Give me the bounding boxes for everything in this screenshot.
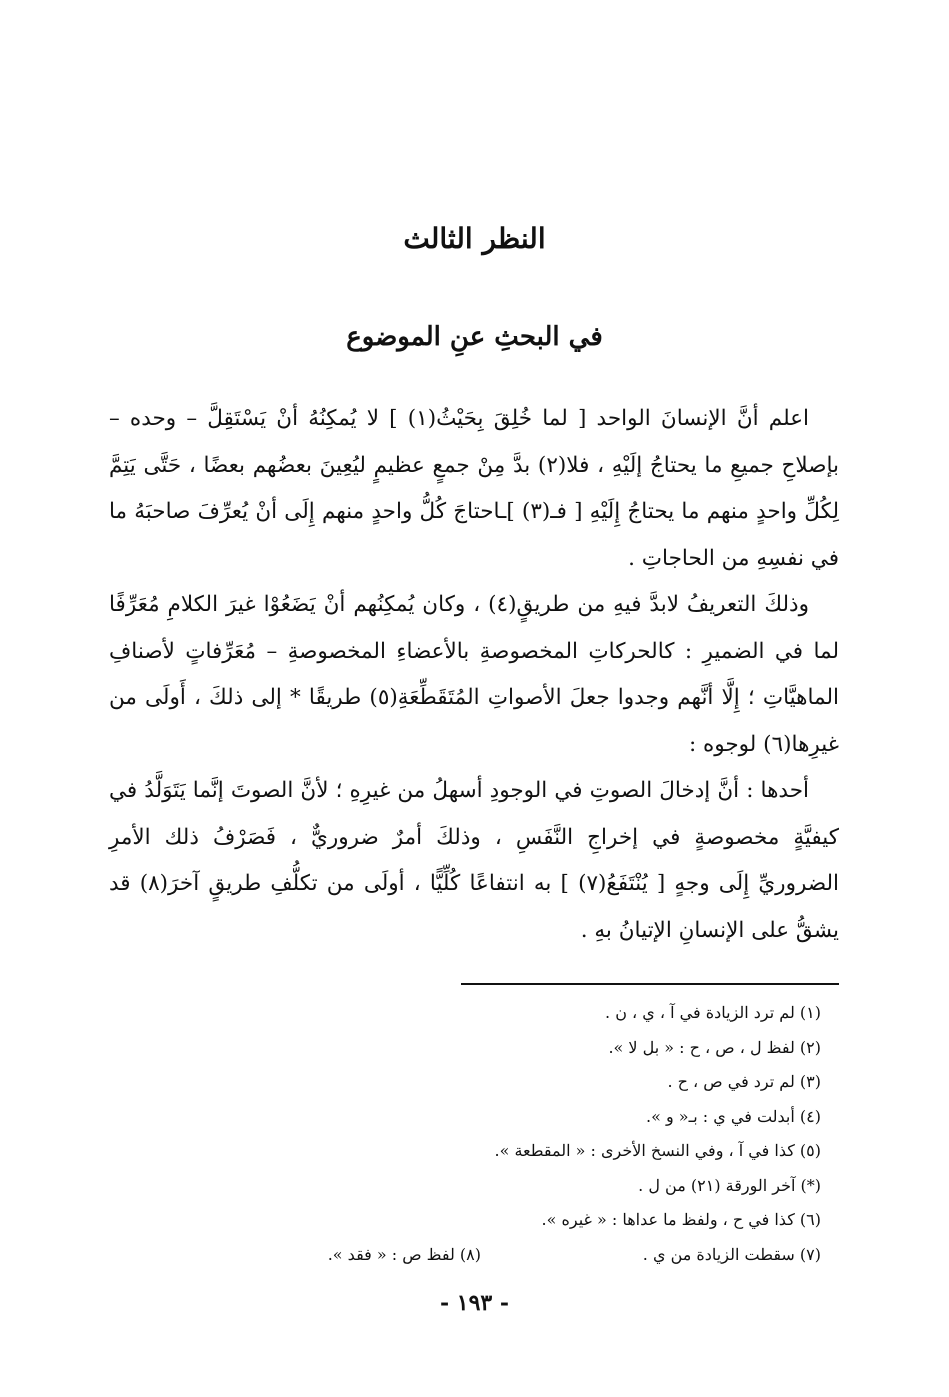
footnote: (٧) سقطت الزيادة من ي . (642, 1244, 821, 1264)
page-title: النظر الثالث (403, 222, 546, 255)
footnote: (*) آخر الورقة (٢١) من ل . (638, 1175, 821, 1195)
footnote: (٤) أبدلت في ي : بـ« و ». (646, 1106, 821, 1126)
footnote: (٨) لفظ ص : « فقد ». (327, 1244, 481, 1264)
footnote: (٥) كذا في آ ، وفي النسخ الأخرى : « المقطعة ». (494, 1141, 821, 1160)
paragraph-2: وذلكَ التعريفُ لابدَّ فيهِ من طريقٍ(٤) ، وكان يُمكِنُهم أنْ يَضَعُوْا غيرَ الكلامِ مُعَرِّفًا لما في الضميرِ : كالحركاتِ المخصوصةِ بالأعضاءِ المخصوصةِ – مُعَرِّفاتٍ لأصنافِ الماهيَّاتِ ؛ إِلَّا أنَّهم وجدوا جعلَ الأصواتِ المُتَقَطِّعَةِ(٥) طريقًا * إلى ذلكَ ، أَولَى من غيرِها(٦) لوجوه : (109, 592, 839, 757)
footnote: (١) لم ترد الزيادة في آ ، ي ، ن . (605, 1003, 821, 1022)
footnotes (109, 996, 821, 1272)
page-number: - ١٩٣ - (439, 1290, 510, 1316)
footnote-pair (109, 1238, 821, 1273)
paragraph-3: أحدها : أنَّ إدخالَ الصوتِ في الوجودِ أسهلُ من غيرِهِ ؛ لأنَّ الصوتَ إنَّما يَتَوَلَّدُ في كيفيَّةٍ مخصوصةٍ في إخراجِ النَّفَسِ ، وذلكَ أمرٌ ضروريٌّ ، فَصَرْفُ ذلك الأمرِ الضروريِّ إِلَى وجهٍ [ يُنْتَفَعُ(٧) ] به انتفاعًا كُلِّيًّا ، أولَى من تكلُّفِ طريقٍ آخرَ(٨) قد يشقُّ على الإنسانِ الإتيانُ بهِ . (109, 778, 839, 943)
footnote: (٦) كذا في ح ، ولفظ ما عداها : « غيره ». (541, 1210, 821, 1229)
paragraph-1: اعلم أنَّ الإنسانَ الواحد [ لما خُلِقَ بِحَيْثُ(١) ] لا يُمكِنُهُ أنْ يَسْتَقِلَّ – وحده – بإصلاحِ جميعِ ما يحتاجُ إلَيْهِ ، فلا(٢) بدَّ مِنْ جمعٍ عظيمٍ ليُعِينَ بعضُهم بعضًا ، حَتَّى يَتِمَّ لِكُلِّ واحدٍ منهم ما يحتاجُ إِلَيْهِ [ فـ(٣) ]ـاحتاجَ كُلُّ واحدٍ منهم إِلَى أنْ يُعرِّفَ صاحبَهُ ما في نفسِهِ من الحاجاتِ . (109, 406, 839, 571)
section-subtitle: في البحثِ عنِ الموضوع (346, 322, 603, 352)
footnote: (٢) لفظ ل ، ص ، ح : « بل لا ». (608, 1037, 821, 1057)
footnote-divider (461, 983, 839, 985)
main-text (109, 396, 839, 954)
footnote: (٣) لم ترد في ص ، ح . (667, 1072, 821, 1091)
